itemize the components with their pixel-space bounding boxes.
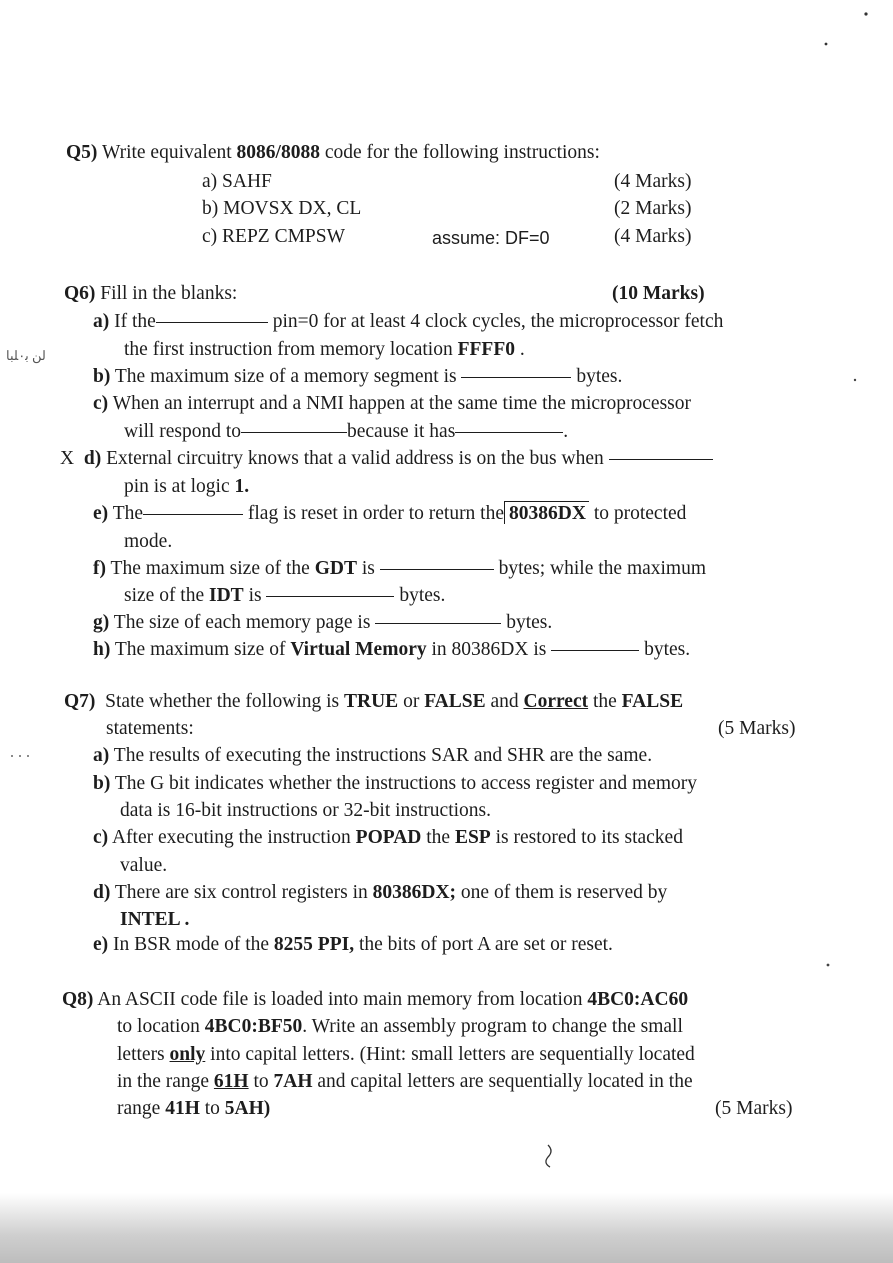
q8-line3: letters only into capital letters. (Hint: small letters are sequentially located — [117, 1044, 695, 1065]
q7-item-b-line2: data is 16-bit instructions or 32-bit instructions. — [120, 800, 492, 821]
q6-item-a-line2: the first instruction from memory location FFFF0 . — [124, 339, 525, 360]
q8-line2: to location 4BC0:BF50. Write an assembly program to change the small — [117, 1016, 683, 1037]
q7-item-c-line1: c) After executing the instruction POPAD the ESP is restored to its stacked — [93, 827, 683, 848]
q6-item-d-line2: pin is at logic 1. — [124, 476, 250, 497]
q7-item-b-line1: b) The G bit indicates whether the instructions to access register and memory — [93, 773, 697, 794]
scan-bottom-shadow — [0, 1193, 893, 1263]
q5-item-b: b) MOVSX DX, CL — [202, 198, 362, 219]
q6-heading: Q6) Fill in the blanks: — [64, 283, 238, 304]
q5-item-a-marks: (4 Marks) — [614, 171, 692, 192]
q6-item-c-line2: will respond to because it has . — [124, 421, 569, 442]
margin-scribble: ﻟﻦ ﺑ۰ﻠﺒﺎ — [6, 348, 46, 363]
speck — [827, 964, 830, 967]
speck — [11, 755, 13, 757]
q7-item-a: a) The results of executing the instructions SAR and SHR are the same. — [93, 745, 653, 766]
q7-heading-line2: statements: — [106, 718, 194, 739]
cross-mark: X — [60, 448, 75, 469]
q6-item-e-line1: e) The flag is reset in order to return the 80386DX to protected — [93, 503, 687, 524]
q5-item-c-marks: (4 Marks) — [614, 226, 692, 247]
speck — [864, 12, 867, 15]
q6-item-d-line1: X d) External circuitry knows that a valid address is on the bus when — [60, 449, 713, 469]
speck — [825, 43, 828, 46]
q7-item-d-line2: INTEL . — [120, 909, 190, 930]
q5-item-a: a) SAHF — [202, 171, 272, 192]
q6-item-f-line1: f) The maximum size of the GDT is bytes; while the maximum — [93, 558, 707, 579]
pen-stroke — [546, 1145, 551, 1167]
q7-heading-line1: Q7) State whether the following is TRUE or FALSE and Correct the FALSE — [64, 691, 684, 712]
q6-item-h: h) The maximum size of Virtual Memory in 80386DX is bytes. — [93, 639, 691, 660]
q8-line4: in the range 61H to 7AH and capital letters are sequentially located in the — [117, 1071, 693, 1092]
q7-item-c-line2: value. — [120, 855, 168, 876]
q8-line1: Q8) An ASCII code file is loaded into main memory from location 4BC0:AC60 — [62, 989, 689, 1010]
q5-heading: Q5) Write equivalent 8086/8088 code for the following instructions: — [66, 142, 600, 163]
q6-item-f-line2: size of the IDT is bytes. — [124, 585, 446, 606]
q5-item-c: c) REPZ CMPSW — [202, 226, 346, 247]
speck — [27, 755, 29, 757]
q6-item-b: b) The maximum size of a memory segment is bytes. — [93, 366, 623, 387]
q7-marks: (5 Marks) — [718, 718, 796, 739]
speck — [854, 379, 856, 381]
q6-item-g: g) The size of each memory page is bytes. — [93, 612, 553, 633]
q5-item-b-marks: (2 Marks) — [614, 198, 692, 219]
q8-marks: (5 Marks) — [715, 1098, 793, 1119]
q7-item-d-line1: d) There are six control registers in 80386DX; one of them is reserved by — [93, 882, 668, 903]
boxed-80386dx: 80386DX — [504, 501, 589, 524]
q6-item-e-line2: mode. — [124, 531, 173, 552]
q8-line5: range 41H to 5AH) — [117, 1098, 271, 1119]
q6-item-a-line1: a) If the pin=0 for at least 4 clock cycles, the microprocessor fetch — [93, 311, 724, 332]
speck — [19, 755, 21, 757]
q7-item-e: e) In BSR mode of the 8255 PPI, the bits of port A are set or reset. — [93, 934, 613, 955]
q6-marks: (10 Marks) — [612, 283, 705, 304]
q6-item-c-line1: c) When an interrupt and a NMI happen at the same time the microprocessor — [93, 393, 691, 414]
q5-item-c-assumption: assume: DF=0 — [432, 228, 550, 248]
